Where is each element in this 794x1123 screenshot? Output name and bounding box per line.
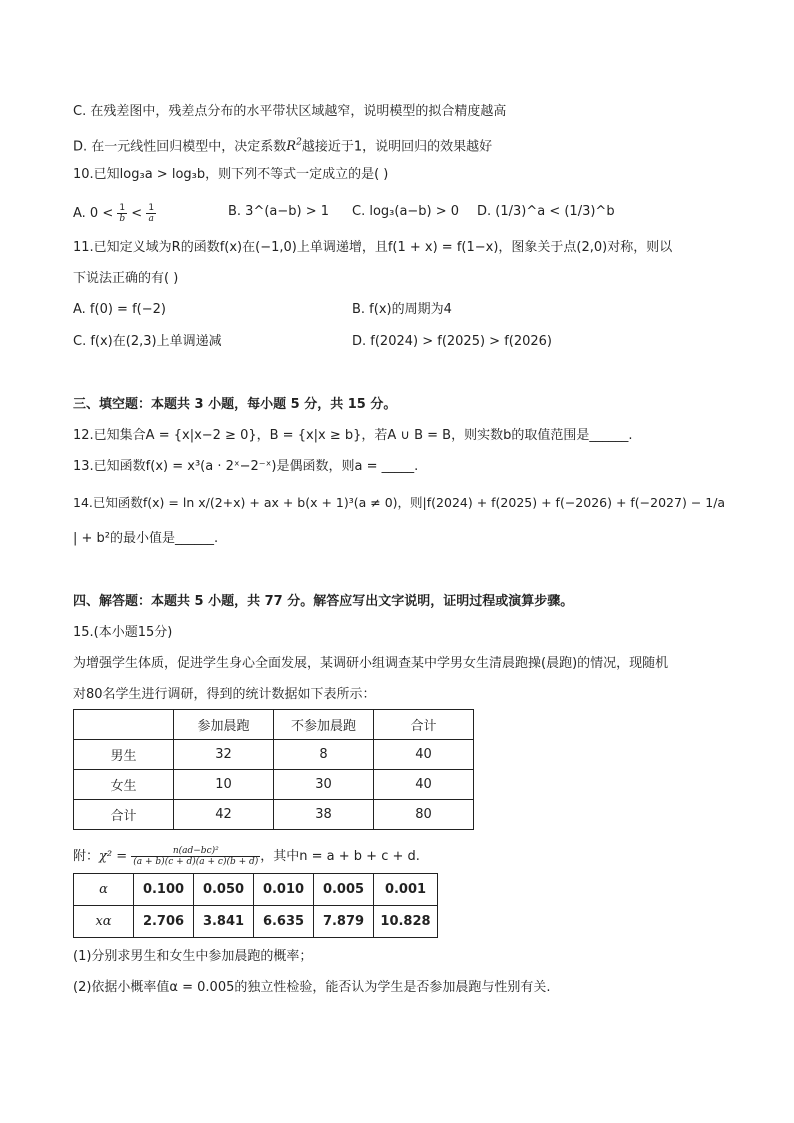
survey-table-cell: 合计 [74, 800, 174, 830]
question-11-stem-line2: 下说法正确的有( ) [73, 271, 179, 286]
note-suffix: ，其中n = a + b + c + d. [260, 849, 420, 864]
question-15-title: 15.(本小题15分) [73, 625, 173, 640]
critical-value-table-cell: 3.841 [194, 906, 254, 938]
question-10-option-d: D. (1/3)^a < (1/3)^b [477, 204, 615, 219]
question-9-option-c: C. 在残差图中，残差点分布的水平带状区域越窄，说明模型的拟合精度越高 [73, 104, 507, 119]
option-d-suffix: 越接近于1，说明回归的效果越好 [301, 139, 493, 155]
survey-table-row [74, 710, 474, 740]
survey-table-cell: 男生 [74, 740, 174, 770]
question-10-option-c: C. log₃(a−b) > 0 [352, 204, 460, 219]
critical-value-table-cell: 6.635 [254, 906, 314, 938]
question-9-option-d [73, 134, 492, 156]
survey-table-cell: 30 [274, 770, 374, 800]
critical-value-table [73, 873, 438, 938]
chi-square-numerator: n(ad−bc)² [131, 846, 260, 857]
survey-table [73, 709, 474, 830]
survey-table-cell: 10 [174, 770, 274, 800]
question-10-option-b: B. 3^(a−b) > 1 [228, 204, 330, 219]
question-10-stem: 10.已知log₃a > log₃b，则下列不等式一定成立的是( ) [73, 167, 389, 182]
survey-table-cell: 不参加晨跑 [274, 710, 374, 740]
survey-table-row [74, 800, 474, 830]
chi-square-denominator: (a + b)(c + d)(a + c)(b + d) [133, 857, 259, 867]
question-13: 13.已知函数f(x) = x³(a · 2ˣ−2⁻ˣ)是偶函数，则a = _____. [73, 459, 419, 474]
critical-value-table-cell: α [74, 874, 134, 906]
critical-value-table-cell: 0.005 [314, 874, 374, 906]
question-15-stem-line1: 为增强学生体质，促进学生身心全面发展，某调研小组调查某中学男女生清晨跑操(晨跑)的情况，现随机 [73, 656, 669, 671]
survey-table-cell: 40 [374, 740, 474, 770]
critical-value-table-cell: 2.706 [134, 906, 194, 938]
question-11-option-d: D. f(2024) > f(2025) > f(2026) [352, 334, 553, 349]
survey-table-cell: 42 [174, 800, 274, 830]
survey-table-cell: 38 [274, 800, 374, 830]
chi-square-fraction [131, 846, 260, 867]
critical-value-table-cell: xα [74, 906, 134, 938]
critical-value-table-cell: 0.050 [194, 874, 254, 906]
question-11-stem-line1: 11.已知定义域为R的函数f(x)在(−1,0)上单调递增，且f(1 + x) = f(1−x)，图象关于点(2,0)对称，则以 [73, 240, 673, 255]
survey-table-cell: 参加晨跑 [174, 710, 274, 740]
chi-square-lhs: χ² = [99, 849, 128, 864]
critical-value-table-cell: 7.879 [314, 906, 374, 938]
survey-table-cell: 80 [374, 800, 474, 830]
question-11-option-c: C. f(x)在(2,3)上单调递减 [73, 334, 222, 349]
fraction-1-over-b: $\frac{1}{b}$ [119, 203, 126, 224]
r-squared-symbol: $R^2$ [286, 138, 302, 155]
question-15-part-1: (1)分别求男生和女生中参加晨跑的概率； [73, 949, 313, 964]
question-10-option-a: A. 0 < $\frac{1}{b}$ < $\frac{1}{a}$ [73, 203, 155, 224]
question-11-option-b: B. f(x)的周期为4 [352, 302, 452, 317]
question-14-line1: 14.已知函数f(x) = ln x/(2+x) + ax + b(x + 1)³(a ≠ 0)，则|f(2024) + f(2025) + f(−2026) + f(−2027) − 1/a [73, 495, 726, 510]
survey-table-cell: 合计 [374, 710, 474, 740]
option-a-text: A. 0 < [73, 206, 114, 221]
option-d-prefix: D. 在一元线性回归模型中，决定系数 [73, 139, 287, 155]
note-prefix: 附： [73, 849, 100, 864]
survey-table-cell: 女生 [74, 770, 174, 800]
critical-value-table-row [74, 906, 438, 938]
critical-value-table-cell: 10.828 [374, 906, 438, 938]
question-14-line2: | + b²的最小值是______. [73, 531, 219, 546]
question-15-stem-line2: 对80名学生进行调研，得到的统计数据如下表所示： [73, 687, 376, 702]
survey-table-cell: 8 [274, 740, 374, 770]
section-3-heading: 三、填空题：本题共 3 小题，每小题 5 分，共 15 分。 [73, 397, 397, 412]
fraction-1-over-a: $\frac{1}{a}$ [148, 203, 155, 224]
survey-table-cell: 40 [374, 770, 474, 800]
survey-table-cell [74, 710, 174, 740]
question-15-part-2: (2)依据小概率值α = 0.005的独立性检验，能否认为学生是否参加晨跑与性别有关. [73, 980, 551, 995]
survey-table-cell: 32 [174, 740, 274, 770]
critical-value-table-cell: 0.001 [374, 874, 438, 906]
critical-value-table-cell: 0.100 [134, 874, 194, 906]
formula-note [73, 846, 420, 867]
question-11-option-a: A. f(0) = f(−2) [73, 302, 166, 317]
survey-table-row [74, 740, 474, 770]
critical-value-table-row [74, 874, 438, 906]
question-12: 12.已知集合A = {x|x−2 ≥ 0}，B = {x|x ≥ b}，若A ∪ B = B，则实数b的取值范围是______. [73, 428, 633, 443]
survey-table-row [74, 770, 474, 800]
section-4-heading: 四、解答题：本题共 5 小题，共 77 分。解答应写出文字说明，证明过程或演算步骤。 [73, 594, 574, 609]
critical-value-table-cell: 0.010 [254, 874, 314, 906]
